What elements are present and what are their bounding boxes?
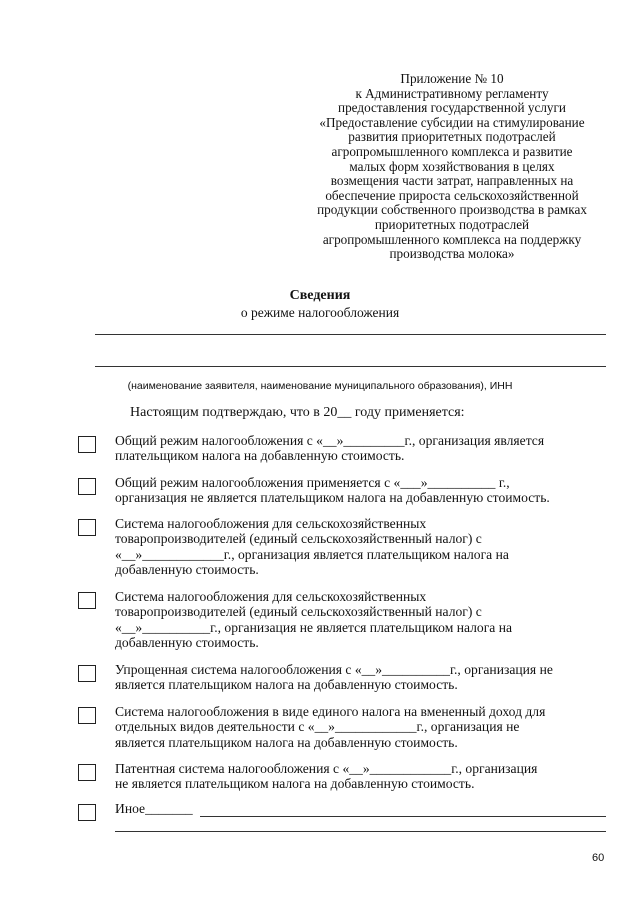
appendix-line: малых форм хозяйствования в целях: [349, 158, 555, 174]
appendix-line: производства молока»: [389, 246, 515, 262]
option-line: Упрощенная система налогообложения с «__»__________г., организация не: [115, 662, 553, 677]
appendix-line: обеспечение прироста сельскохозяйственной: [325, 187, 579, 203]
option-line: Система налогообложения для сельскохозяйственных: [115, 516, 427, 531]
option-other-label: Иное_______: [115, 801, 193, 816]
option-line: добавленную стоимость.: [115, 635, 259, 651]
option-line: «__»__________г., организация не является плательщиком налога на: [115, 619, 513, 635]
appendix-line: развития приоритетных подотраслей: [348, 129, 556, 145]
appendix-line: «Предоставление субсидии на стимулирование: [319, 114, 585, 130]
option-line: товаропроизводителей (единый сельскохозяйственный налог) с: [115, 604, 482, 620]
option-line: отдельных видов деятельности с «__»____________г., организация не: [115, 719, 520, 735]
option-4-checkbox[interactable]: [78, 592, 96, 609]
option-2-text: [115, 475, 610, 506]
option-line: «__»____________г., организация является плательщиком налога на: [115, 546, 509, 562]
option-1-checkbox[interactable]: [78, 436, 96, 453]
appendix-line: приоритетных подотраслей: [374, 216, 530, 232]
option-4-text: [115, 589, 610, 651]
option-line: является плательщиком налога на добавленную стоимость.: [115, 734, 458, 750]
appendix-line: к Административному регламенту: [355, 85, 549, 101]
option-line: товаропроизводителей (единый сельскохозяйственный налог) с: [115, 531, 482, 547]
intro-statement: Настоящим подтверждаю, что в 20__ году применяется:: [130, 405, 465, 420]
document-title: Сведения: [289, 288, 351, 303]
option-line: Общий режим налогообложения применяется с «___»__________ г.,: [115, 475, 510, 490]
appendix-line: продукции собственного производства в рамках: [317, 202, 587, 218]
option-3-text: [115, 516, 610, 578]
document-subtitle: о режиме налогообложения: [240, 305, 400, 320]
option-line: Патентная система налогообложения с «__»____________г., организация: [115, 761, 538, 776]
option-5-checkbox[interactable]: [78, 665, 96, 682]
option-line: Общий режим налогообложения с «__»_________г., организация является: [115, 433, 545, 448]
applicant-name-line-2[interactable]: [95, 366, 606, 367]
appendix-line: возмещения части затрат, направленных на: [330, 173, 574, 189]
option-3-checkbox[interactable]: [78, 519, 96, 536]
option-1-text: [115, 433, 610, 464]
appendix-line: Приложение № 10: [400, 71, 504, 86]
applicant-name-line-1[interactable]: [95, 334, 606, 335]
appendix-line: предоставления государственной услуги: [338, 100, 566, 116]
option-2-checkbox[interactable]: [78, 478, 96, 495]
option-5-text: [115, 662, 610, 693]
applicant-caption: (наименование заявителя, наименование муниципального образования), ИНН: [127, 380, 513, 392]
option-line: организация не является плательщиком налога на добавленную стоимость.: [115, 490, 550, 506]
option-line: не является плательщиком налога на добавленную стоимость.: [115, 776, 475, 792]
option-7-text: [115, 761, 610, 792]
other-fill-line-2[interactable]: [115, 831, 606, 832]
option-other-checkbox[interactable]: [78, 804, 96, 821]
option-6-checkbox[interactable]: [78, 707, 96, 724]
option-line: является плательщиком налога на добавленную стоимость.: [115, 677, 458, 693]
appendix-line: агропромышленного комплекса и развитие: [331, 143, 573, 159]
option-line: Система налогообложения для сельскохозяйственных: [115, 589, 427, 604]
option-line: Система налогообложения в виде единого налога на вмененный доход для: [115, 704, 546, 719]
other-fill-line-1[interactable]: [200, 816, 606, 817]
appendix-header: [296, 72, 608, 262]
option-line: плательщиком налога на добавленную стоимость.: [115, 448, 405, 464]
page-number: 60: [592, 852, 605, 864]
appendix-line: агропромышленного комплекса на поддержку: [322, 231, 582, 247]
option-6-text: [115, 704, 610, 750]
option-7-checkbox[interactable]: [78, 764, 96, 781]
option-line: добавленную стоимость.: [115, 562, 259, 578]
